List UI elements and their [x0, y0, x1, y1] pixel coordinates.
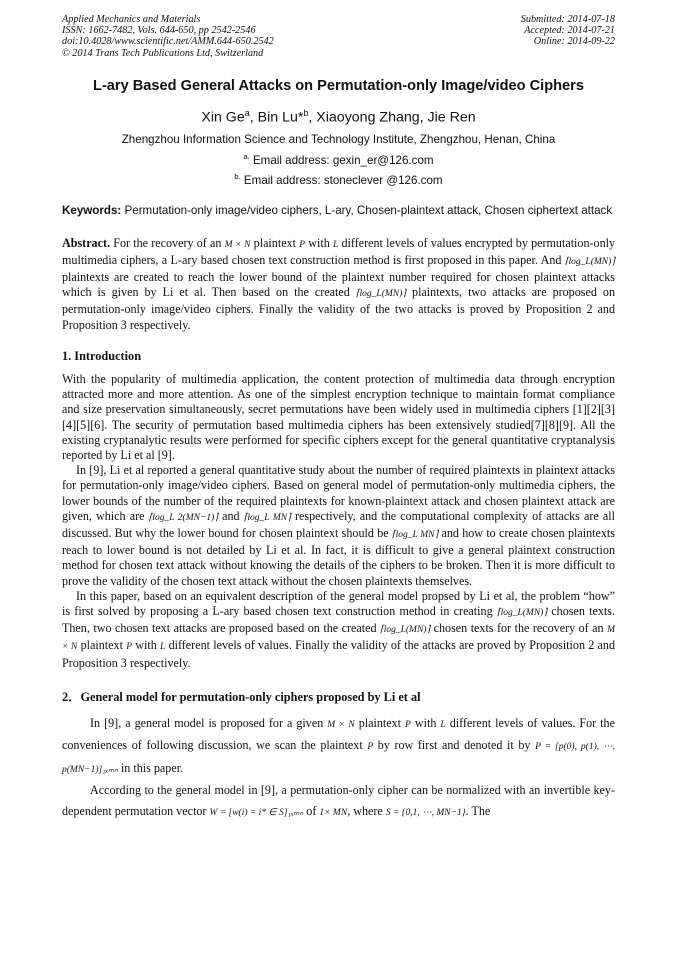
author-sup: b — [303, 107, 309, 118]
doi: doi:10.4028/www.scientific.net/AMM.644-650.2542 — [62, 36, 274, 48]
math: ⌈log_L(MN)⌉ — [564, 256, 615, 267]
copyright: © 2014 Trans Tech Publications Ltd, Switzerland — [62, 47, 264, 59]
paragraph: In [9], a general model is proposed for a given M × N plaintext P with L different levels of values. For the conveniences of following discussion, we scan the plaintext P by row first and denoted it by P = [p(0), p(1), ⋯, p(MN−1)]₁ₓₘₙ in this paper. — [62, 715, 615, 775]
issn: ISSN: 1662-7482, Vols. 644-650, pp 2542-2546 — [62, 25, 256, 37]
math: ⌈log_L 2(MN−1)⌉ — [148, 512, 218, 523]
keywords-label: Keywords: — [62, 204, 122, 218]
paragraph: In [9], Li et al reported a general quantitative study about the number of required plaintexts in plaintext attacks for permutation-only image/video ciphers. Based on general model of permutation-only multimedia ciphers, the lower bounds of the number of the required plaintexts for known-plaintext attack and chosen plaintext attack are given, which are ⌈log_L 2(MN−1)⌉ and ⌈log_L MN⌉ respectively, and the computational complexity of attacks are all discussed. But why the lower bound for chosen plaintext should be ⌈log_L MN⌉ and how to create chosen plaintexts reach to lower bound is not detailed by Li et al. In fact, it is difficult to give a general plaintext construction method for chosen text attack without knowing the details of the ciphers to be broken. Then it is more difficult to prove the validity of the chosen text attack without the chosen plaintexts themselves. — [62, 463, 616, 588]
math: P — [367, 742, 374, 753]
author-names: Xiaoyong Zhang, Jie Ren — [316, 109, 476, 126]
math: P — [299, 239, 306, 250]
section-heading: 1. Introduction — [62, 348, 142, 363]
math: P — [405, 719, 411, 730]
math: W = [w(i) = i* ∈ S]₁ₓₘₙ — [209, 807, 304, 818]
author-sup: a — [244, 107, 250, 118]
author-name: Bin Lu* — [257, 109, 304, 126]
author-list: Xin Ge$^a$, Bin Lu*$^b$, Xiaoyong Zhang, Jie Ren — [201, 107, 476, 126]
math: ⌈log_L(MN)⌉ — [496, 607, 548, 618]
math: M × N — [62, 625, 615, 653]
affiliation: Zhengzhou Information Science and Technology Institute, Zhengzhou, Henan, China — [121, 132, 556, 146]
paper-page — [62, 14, 615, 823]
abstract-label: Abstract. — [62, 235, 111, 250]
math: L — [440, 719, 446, 730]
paragraph: In this paper, based on an equivalent description of the general model propsed by Li et al, the problem “how” is first solved by proposing a L-ary based chosen text construction method in creating ⌈log_L(MN)⌉ chosen texts. Then, two chosen text attacks are proposed based on the created ⌈log_L(MN)⌉ chosen texts for the recovery of an M × N plaintext P with L different levels of values. Finally the validity of the attacks are proved by Proposition 2 and Proposition 3 respectively. — [62, 588, 615, 670]
dates-info — [521, 14, 615, 59]
math: L — [160, 642, 166, 653]
math: S = {0,1, ⋯, MN−1} — [385, 807, 466, 818]
journal-header — [62, 14, 615, 59]
submitted-date: Submitted: 2014-07-18 — [520, 14, 615, 25]
journal-info — [62, 14, 274, 59]
email-b: $^{b.}$ Email address: stoneclever @126.com — [234, 172, 443, 188]
keywords — [62, 204, 615, 218]
journal-name: Applied Mechanics and Materials — [62, 14, 201, 25]
math: 1× MN — [319, 807, 348, 818]
abstract: Abstract. For the recovery of an M × N plaintext P with L different levels of values encrypted by permutation-only multimedia ciphers, a L-ary based chosen text construction method is first proposed in this paper. And ⌈log_L(MN)⌉ plaintexts are created to reach the lower bound of the plaintext number required for chosen plaintext attacks which is given by Li et al. Then based on the created ⌈log_L(MN)⌉ plaintexts, two attacks are proposed on permutation-only image/video ciphers. Finally the validity of the two attacks is proved by Proposition 2 and Proposition 3 respectively. — [62, 235, 616, 332]
math: M × N — [224, 239, 251, 250]
online-date: Online: 2014-09-22 — [533, 36, 615, 48]
math: P — [126, 642, 132, 653]
math: ⌈log_L(MN)⌉ — [355, 289, 406, 300]
paragraph: According to the general model in [9], a permutation-only cipher can be normalized with an invertible key-dependent permutation vector W = [w(i) = i* ∈ S]₁ₓₘₙ of 1× MN, where S = {0,1, ⋯, MN−1}. The — [62, 783, 615, 818]
math: P = [p(0), p(1), ⋯, p(MN−1)]₁ₓₘₙ — [62, 742, 615, 775]
paper-title: L-ary Based General Attacks on Permutation-only Image/video Ciphers — [93, 77, 584, 94]
math: ⌈log_L MN⌉ — [243, 512, 291, 523]
author-name: Xin Ge — [201, 109, 245, 126]
section-heading: 2．General model for permutation-only ciphers proposed by Li et al — [62, 689, 421, 704]
math: ⌈log_L MN⌉ — [391, 529, 439, 540]
accepted-date: Accepted: 2014-07-21 — [524, 25, 615, 37]
keywords-text: Permutation-only image/video ciphers, L-ary, Chosen-plaintext attack, Chosen ciphertext attack — [124, 204, 613, 218]
math: M × N — [327, 719, 355, 730]
math: ⌈log_L(MN)⌉ — [379, 625, 431, 636]
section-2-body — [62, 713, 615, 824]
email-a: $^{a.}$ Email address: gexin_er@126.com — [243, 151, 434, 167]
paragraph: With the popularity of multimedia application, the content protection of multimedia data through encryption attracted more and more attention. As one of the simplest encryption technique to maintain format compliance and size preservation simultaneously, secret permutations have been widely used in multimedia ciphers [1][2][3][4][5][6]. The security of permutation based multimedia ciphers has been extensively studied[7][8][9]. All the existing cryptanalytic results were performed for specific ciphers except for the general quantitative cryptanalysis reported by Li et al [9]. — [62, 371, 615, 462]
math: L — [332, 239, 339, 250]
